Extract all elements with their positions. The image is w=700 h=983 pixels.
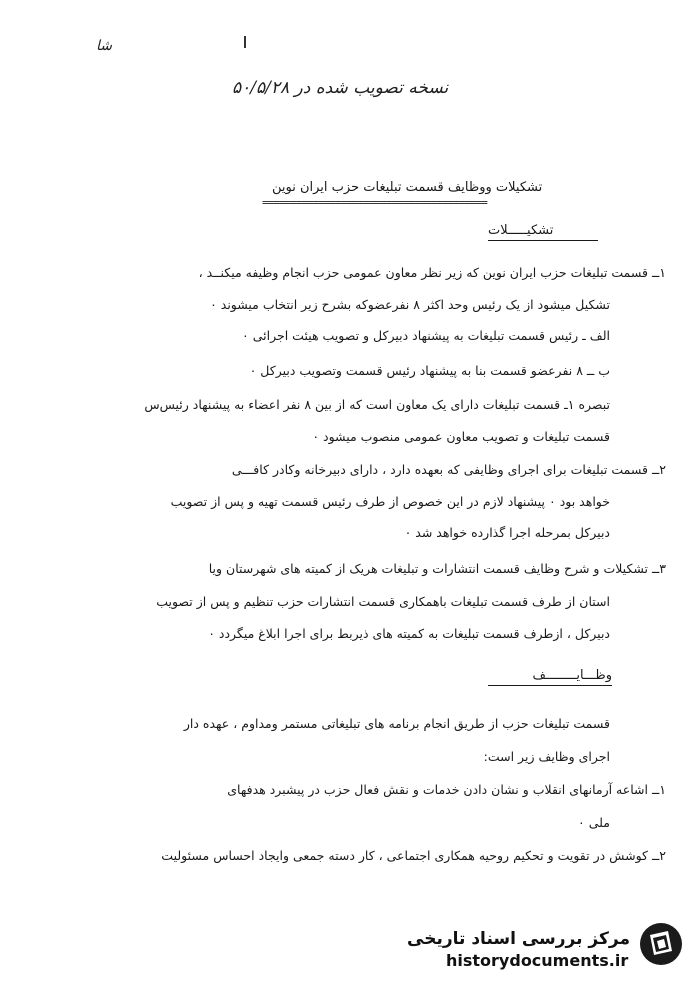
top-margin-mark: شا (96, 38, 112, 54)
top-tick-mark (244, 36, 246, 48)
text-line: قسمت تبلیغات حزب از طریق انجام برنامه های تبلیغاتی مستمر ومداوم ، عهده دار (183, 716, 610, 731)
text-line: الف ـ رئیس قسمت تبلیغات به پیشنهاد دبیرکل و تصویب هیئت اجرائی ۰ (242, 328, 610, 343)
watermark-name: مرکز بررسی اسناد تاریخی (407, 929, 630, 949)
archive-logo-icon (638, 921, 684, 967)
text-line: ۳ــ تشکیلات و شرح وظایف قسمت انتشارات و تبلیغات هریک از کمیته های شهرستان ویا (208, 561, 666, 576)
handwritten-approval-note: نسخه تصویب شده در ۵۰/۵/۲۸ (232, 78, 449, 98)
text-line: خواهد بود ۰ پیشنهاد لازم در این خصوص از طرف رئیس قسمت تهیه و پس از تصویب (170, 494, 610, 509)
heading-underline (488, 685, 612, 686)
text-line: ۲ــ قسمت تبلیغات برای اجرای وظایفی که بعهده دارد ، دارای دبیرخانه وکادر کافـــی (231, 462, 666, 477)
text-line: تبصره ۱ـ قسمت تبلیغات دارای یک معاون است که از بین ۸ نفر اعضاء به پیشنهاد رئیس‌س (144, 397, 610, 412)
heading-underline (488, 240, 598, 241)
text-line: ۱ــ قسمت تبلیغات حزب ایران نوین که زیر نظر معاون عمومی حزب انجام وظیفه میکنــد ، (198, 265, 666, 280)
document-title: تشکیلات ووظایف قسمت تبلیغات حزب ایران نوین (272, 180, 543, 195)
section-heading-vazayef: وظـــایــــــــف (532, 668, 612, 683)
text-line: ب ــ ۸ نفرعضو قسمت بنا به پیشنهاد رئیس قسمت وتصویب دبیرکل ۰ (249, 363, 610, 378)
section-heading-tashkilat: تشکیـــــلات (488, 223, 554, 238)
title-underline: ======================================== (262, 196, 487, 209)
text-line: استان از طرف قسمت تبلیغات باهمکاری قسمت انتشارات حزب تنظیم و پس از تصویب (156, 594, 610, 609)
text-line: ۲ــ کوشش در تقویت و تحکیم روحیه همکاری اجتماعی ، کار دسته جمعی وایجاد احساس مسئولیت (161, 848, 666, 863)
text-line: دبیرکل بمرحله اجرا گذارده خواهد شد ۰ (404, 525, 610, 540)
text-line: ۱ــ اشاعه آرمانهای انقلاب و نشان دادن خدمات و نقش فعال حزب در پیشبرد هدفهای (227, 782, 666, 797)
text-line: اجرای وظایف زیر است: (483, 749, 610, 764)
text-line: قسمت تبلیغات و تصویب معاون عمومی منصوب میشود ۰ (312, 429, 610, 444)
text-line: دبیرکل ، ازطرف قسمت تبلیغات به کمیته های ذیربط برای اجرا ابلاغ میگردد ۰ (208, 626, 610, 641)
watermark-url: historydocuments.ir (446, 951, 629, 970)
text-line: ملی ۰ (578, 815, 610, 830)
text-line: تشکیل میشود از یک رئیس وحد اکثر ۸ نفرعضوکه بشرح زیر انتخاب میشوند ۰ (210, 297, 610, 312)
